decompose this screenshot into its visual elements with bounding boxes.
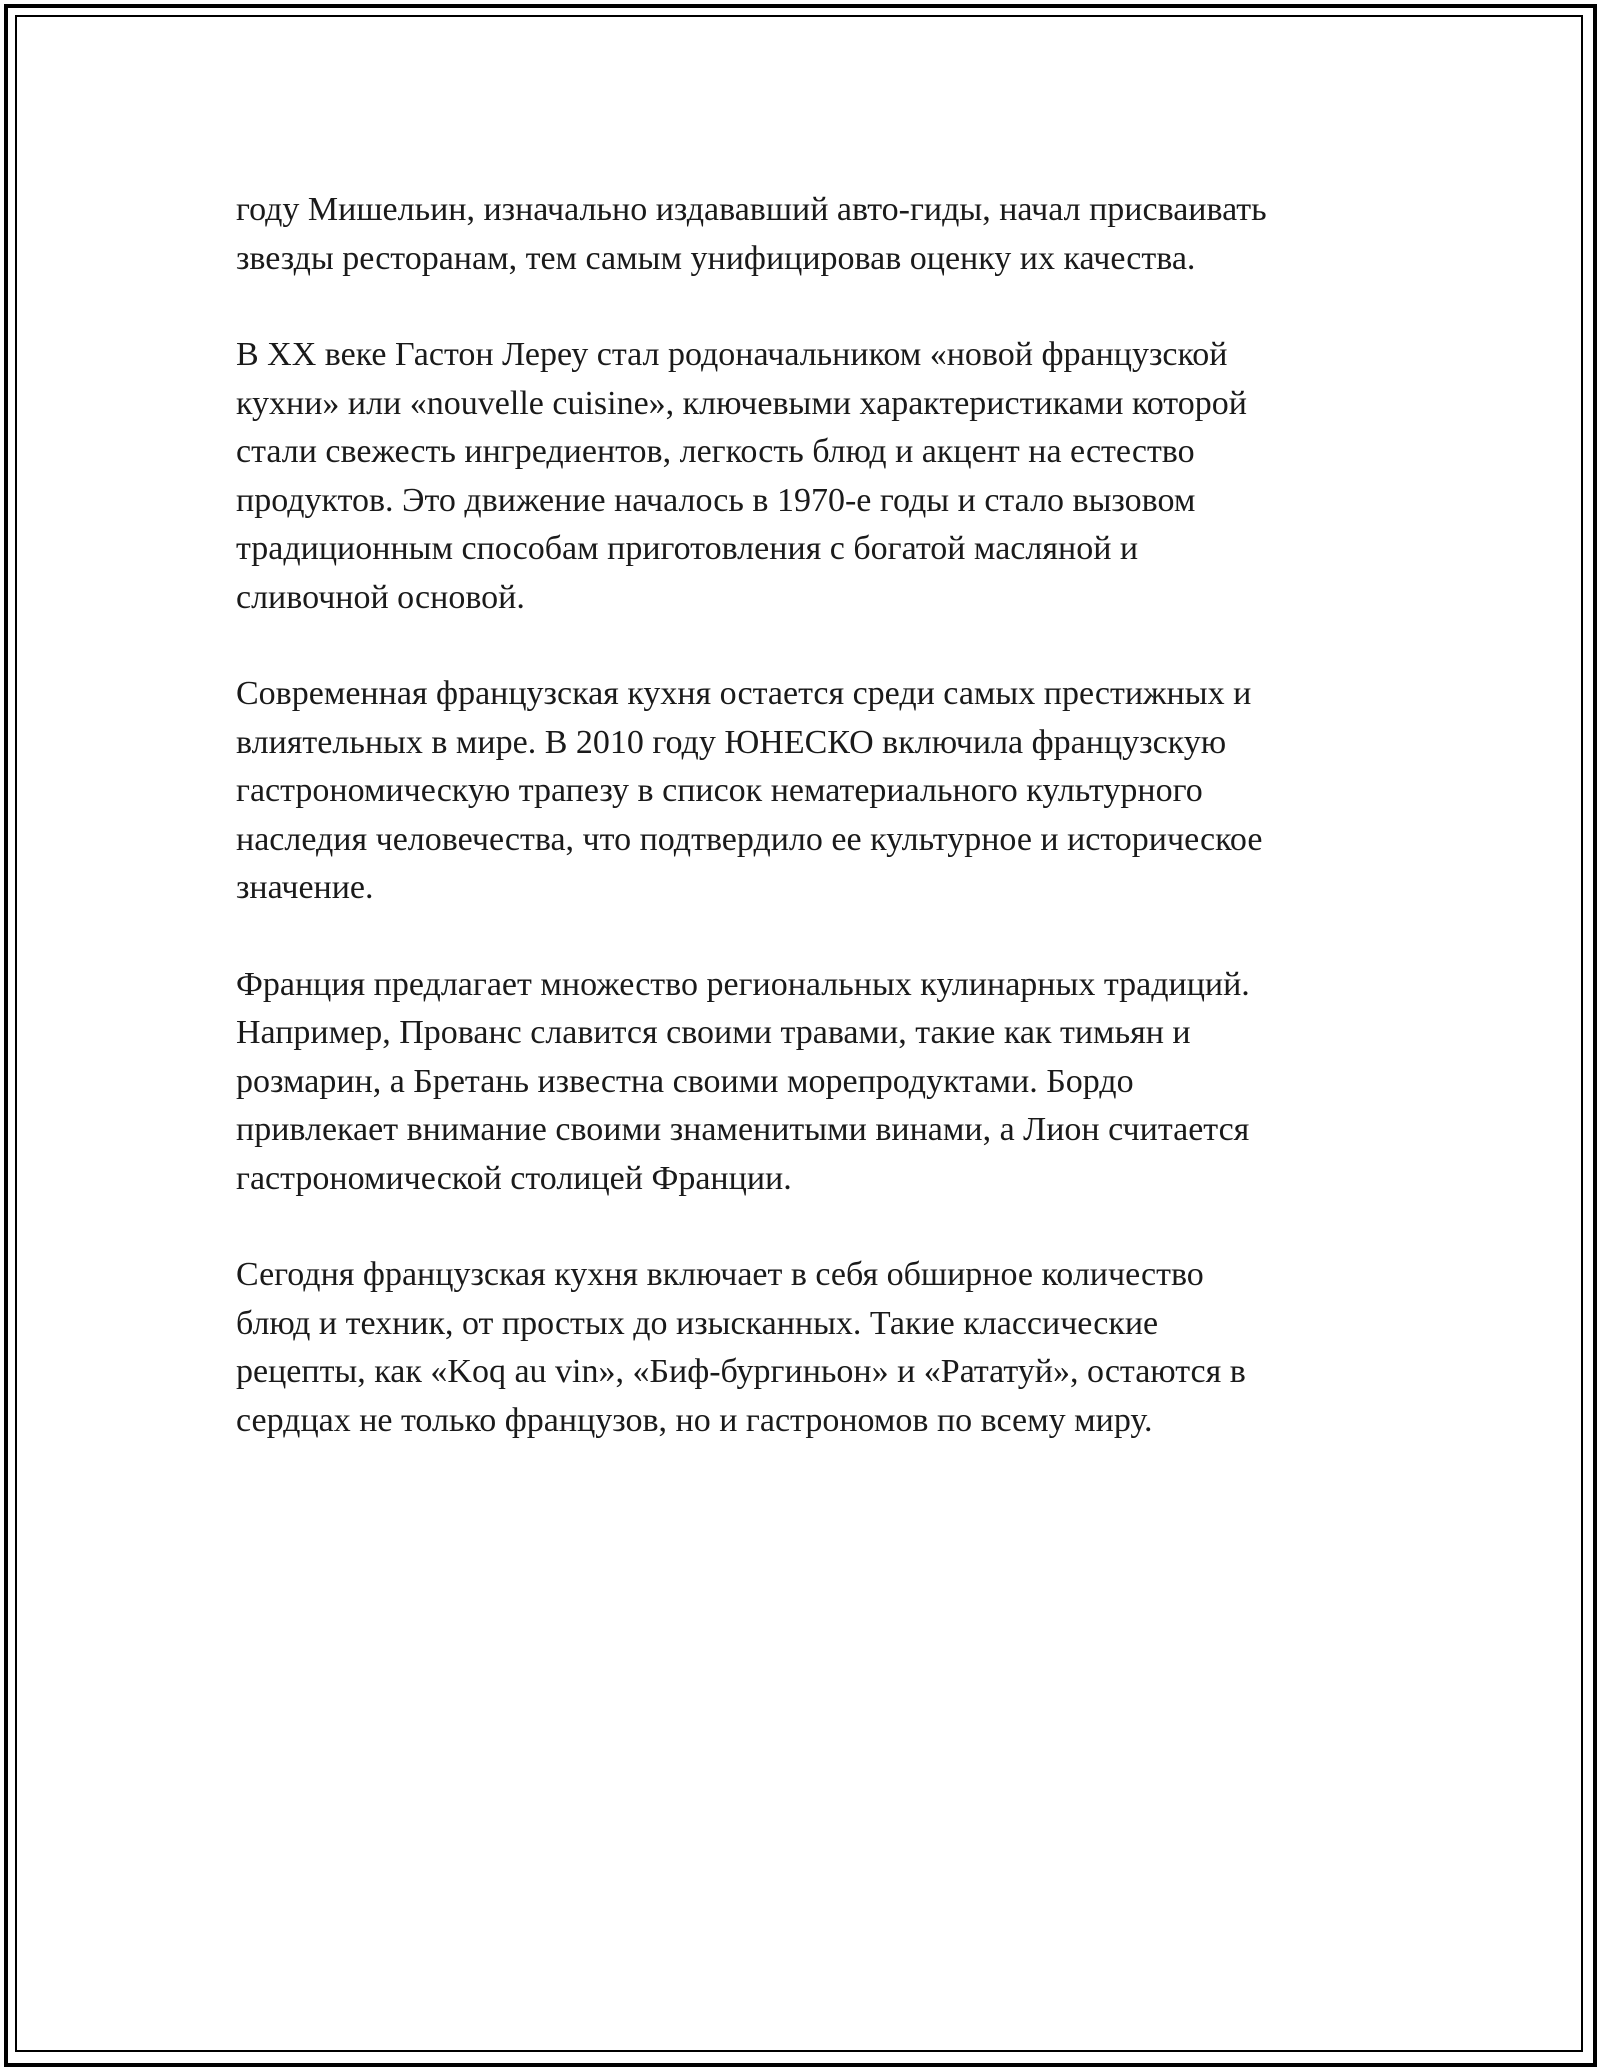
text-line: сливочной основой.	[236, 578, 525, 616]
paragraph-today	[236, 1251, 1386, 1445]
paragraph-regional-traditions	[236, 961, 1386, 1204]
text-line: Современная французская кухня остается среди самых престижных и	[236, 675, 1252, 712]
text-line: розмарин, а Бретань известна своими морепродуктами. Бордо	[236, 1062, 1134, 1100]
text-line: традиционным способам приготовления с богатой масляной и	[236, 530, 1139, 567]
paragraph-nouvelle-cuisine	[236, 331, 1386, 622]
paragraph-unesco	[236, 670, 1386, 913]
text-line: наследия человечества, что подтвердило ее культурное и историческое	[236, 820, 1263, 858]
text-line: значение.	[236, 869, 374, 906]
text-line: году Мишельин, изначально издававший авто-гиды, начал присваивать	[236, 191, 1267, 228]
text-line: стали свежесть ингредиентов, легкость блюд и акцент на естество	[236, 433, 1195, 470]
text-line: привлекает внимание своими знаменитыми винами, а Лион считается	[236, 1111, 1250, 1148]
text-line: продуктов. Это движение началось в 1970-е годы и стало вызовом	[236, 481, 1196, 519]
text-line: Например, Прованс славится своими травами, такие как тимьян и	[236, 1014, 1191, 1051]
text-line: Сегодня французская кухня включает в себя обширное количество	[236, 1256, 1204, 1293]
text-line: Франция предлагает множество региональных кулинарных традиций.	[236, 965, 1250, 1003]
document-body	[236, 186, 1386, 1493]
text-line: В XX веке Гастон Лереу стал родоначальником «новой французской	[236, 336, 1228, 373]
text-line: кухни» или «nouvelle cuisine», ключевыми характеристиками которой	[236, 384, 1247, 422]
text-line: гастрономической столицей Франции.	[236, 1159, 792, 1197]
text-line: сердцах не только французов, но и гастрономов по всему миру.	[236, 1401, 1153, 1439]
text-line: влиятельных в мире. В 2010 году ЮНЕСКО включила французскую	[236, 723, 1227, 761]
text-line: блюд и техник, от простых до изысканных. Такие классические	[236, 1304, 1159, 1342]
text-line: рецепты, как «Koq au vin», «Биф-бургиньон» и «Рататуй», остаются в	[236, 1353, 1246, 1390]
text-line: гастрономическую трапезу в список нематериального культурного	[236, 772, 1203, 809]
text-line: звезды ресторанам, тем самым унифицировав оценку их качества.	[236, 239, 1196, 277]
paragraph-michelin	[236, 186, 1386, 283]
